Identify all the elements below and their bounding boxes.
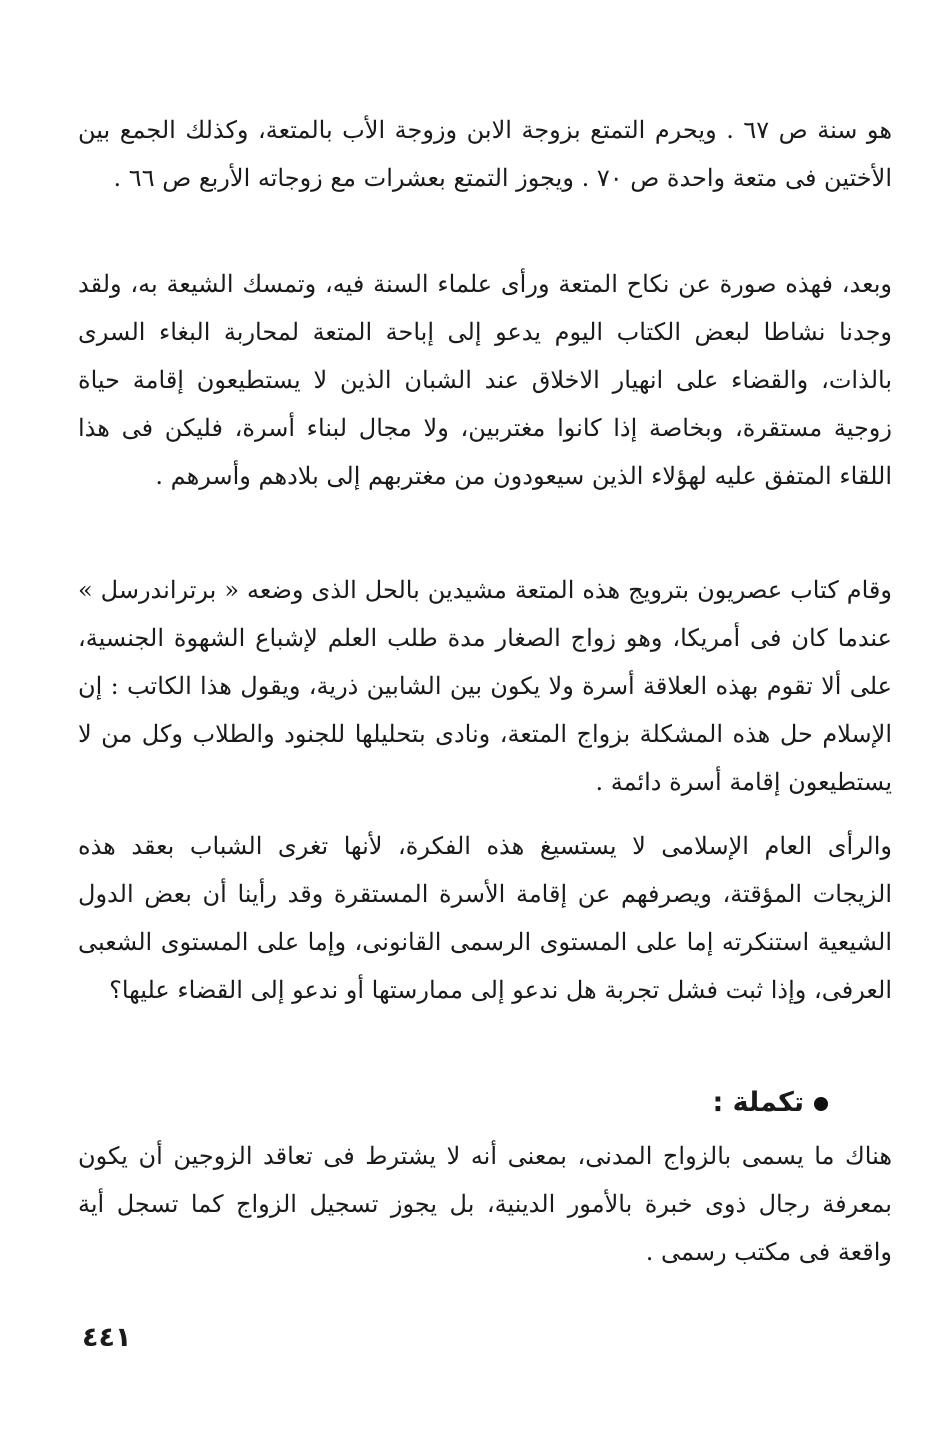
paragraph-3: وقام كتاب عصريون بترويج هذه المتعة مشيدين بالحل الذى وضعه « برتراندرسل » عندما كان فى أمريكا، وهو زواج الصغار مدة طلب العلم لإشباع الشهوة الجنسية، على ألا تقوم بهذه العلاقة أسرة ولا يكون بين الشابين ذرية، ويقول هذا الكاتب : إن الإسلام حل هذه المشكلة بزواج المتعة، ونادى بتحليلها للجنود والطلاب وكل من لا يستطيعون إقامة أسرة دائمة . <box>78 576 892 796</box>
paragraph-2: وبعد، فهذه صورة عن نكاح المتعة ورأى علماء السنة فيه، وتمسك الشيعة به، ولقد وجدنا نشاطا لبعض الكتاب اليوم يدعو إلى إباحة المتعة لمحاربة البغاء السرى بالذات، والقضاء على انهيار الاخلاق عند الشبان الذين لا يستطيعون إقامة حياة زوجية مستقرة، وبخاصة إذا كانوا مغتربين، ولا مجال لبناء أسرة، فليكن فى هذا اللقاء المتفق عليه لهؤلاء الذين سيعودون من مغتربهم إلى بلادهم وأسرهم . <box>78 270 892 490</box>
section-heading <box>712 1079 828 1127</box>
paragraph-4: والرأى العام الإسلامى لا يستسيغ هذه الفكرة، لأنها تغرى الشباب بعقد هذه الزيجات المؤقتة، ويصرفهم عن إقامة الأسرة المستقرة وقد رأينا أن بعض الدول الشيعية استنكرته إما على المستوى الرسمى القانونى، وإما على المستوى الشعبى العرفى، وإذا ثبت فشل تجربة هل ندعو إلى ممارستها أو ندعو إلى القضاء عليها؟ <box>78 832 892 1004</box>
paragraph-5: هناك ما يسمى بالزواج المدنى، بمعنى أنه لا يشترط فى تعاقد الزوجين أن يكون بمعرفة رجال ذوى خبرة بالأمور الدينية، بل يجوز تسجيل الزواج كما تسجل أية واقعة فى مكتب رسمى . <box>78 1142 893 1266</box>
section-heading-text: تكملة : <box>712 1087 804 1118</box>
page-number: ٤٤١ <box>82 1322 132 1353</box>
paragraph-1: هو سنة ص ٦٧ . ويحرم التمتع بزوجة الابن وزوجة الأب بالمتعة، وكذلك الجمع بين الأختين فى متعة واحدة ص ٧٠ . ويجوز التمتع بعشرات مع زوجاته الأربع ص ٦٦ . <box>78 116 892 192</box>
bullet-icon <box>814 1097 828 1111</box>
